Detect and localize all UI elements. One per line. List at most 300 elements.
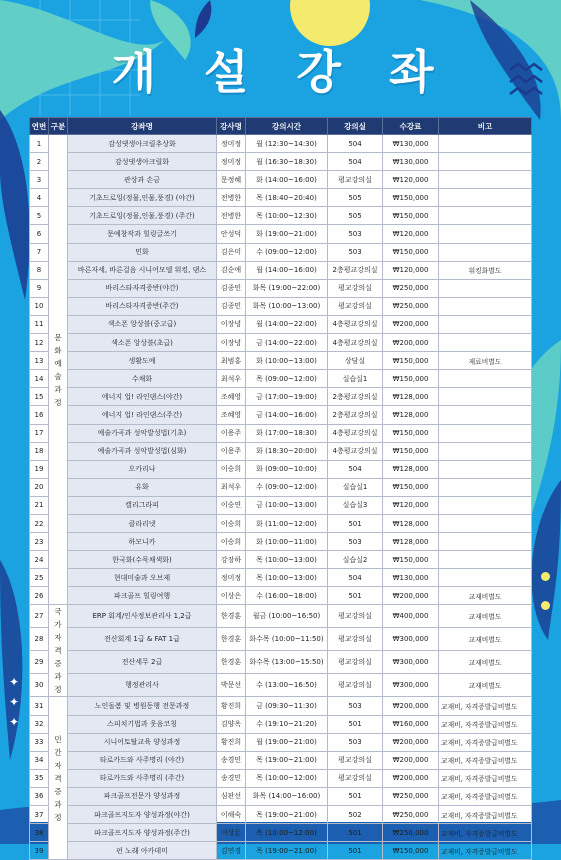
class-time: 월 (19:00~21:00) xyxy=(246,733,328,751)
class-time: 월 (14:00~16:00) xyxy=(246,261,328,279)
class-time: 목 (10:00~13:00) xyxy=(246,551,328,569)
note: 교재비, 자격증발급비별도 xyxy=(439,715,532,733)
row-number: 9 xyxy=(30,279,49,297)
row-number: 25 xyxy=(30,569,49,587)
course-name: 타로카드와 사주명리 (주간) xyxy=(68,769,217,787)
note xyxy=(439,315,532,333)
classroom: 503 xyxy=(328,533,383,551)
tuition-fee: ₩200,000 xyxy=(383,697,439,715)
classroom: 504 xyxy=(328,569,383,587)
tuition-fee: ₩250,000 xyxy=(383,824,439,842)
course-name: 전산세무 2급 xyxy=(68,651,217,674)
classroom: 503 xyxy=(328,225,383,243)
course-name: 펀 노래 아카데미 xyxy=(68,842,217,860)
table-row xyxy=(30,651,532,674)
class-time: 수 (19:10~21:20) xyxy=(246,715,328,733)
class-time: 목 (09:00~12:00) xyxy=(246,370,328,388)
course-name: 현대미술과 오브제 xyxy=(68,569,217,587)
tuition-fee: ₩128,000 xyxy=(383,406,439,424)
row-number: 30 xyxy=(30,674,49,697)
class-time: 금 (14:00~16:00) xyxy=(246,406,328,424)
classroom: 평교강의실 xyxy=(328,279,383,297)
header-fee: 수강료 xyxy=(383,118,439,135)
course-name: 관상과 손금 xyxy=(68,171,217,189)
table-row xyxy=(30,824,532,842)
note xyxy=(439,388,532,406)
class-time: 월금 (10:00~16:50) xyxy=(246,605,328,628)
class-time: 수 (09:00~12:00) xyxy=(246,243,328,261)
classroom: 501 xyxy=(328,842,383,860)
row-number: 17 xyxy=(30,424,49,442)
course-name: 파크골프지도자 양성과정(야간) xyxy=(68,806,217,824)
course-name: 오카리나 xyxy=(68,460,217,478)
instructor-name: 이장녕 xyxy=(217,334,246,352)
tuition-fee: ₩120,000 xyxy=(383,171,439,189)
course-name: 캘리그라피 xyxy=(68,496,217,514)
row-number: 2 xyxy=(30,153,49,171)
table-row xyxy=(30,334,532,352)
classroom: 501 xyxy=(328,587,383,605)
course-name: 에너지 업! 라인댄스(주간) xyxy=(68,406,217,424)
tuition-fee: ₩150,000 xyxy=(383,442,439,460)
tuition-fee: ₩128,000 xyxy=(383,460,439,478)
note xyxy=(439,225,532,243)
class-time: 목 (10:00~12:00) xyxy=(246,824,328,842)
row-number: 22 xyxy=(30,514,49,532)
note: 교재비별도 xyxy=(439,605,532,628)
sparkle-icon: ✦ xyxy=(9,695,20,709)
course-name: 기초드로잉(정물,인물,풍경) (야간) xyxy=(68,189,217,207)
instructor-name: 한경훈 xyxy=(217,605,246,628)
tuition-fee: ₩200,000 xyxy=(383,733,439,751)
class-time: 화 (10:00~11:00) xyxy=(246,533,328,551)
header-number: 연번 xyxy=(30,118,49,135)
class-time: 화수목 (13:00~15:50) xyxy=(246,651,328,674)
tuition-fee: ₩150,000 xyxy=(383,424,439,442)
course-name: 생활도예 xyxy=(68,352,217,370)
instructor-name: 최범홍 xyxy=(217,352,246,370)
class-time: 화 (17:00~18:30) xyxy=(246,424,328,442)
class-time: 수 (09:00~12:00) xyxy=(246,478,328,496)
course-name: 행정관리사 xyxy=(68,674,217,697)
course-name: 민화 xyxy=(68,243,217,261)
course-name: 에너지 업! 라인댄스(야간) xyxy=(68,388,217,406)
instructor-name: 김순애 xyxy=(217,261,246,279)
class-time: 수 (16:00~18:00) xyxy=(246,587,328,605)
note xyxy=(439,424,532,442)
instructor-name: 조혜영 xyxy=(217,388,246,406)
course-name: 한국화(수묵채색화) xyxy=(68,551,217,569)
instructor-name: 정미정 xyxy=(217,135,246,153)
table-row xyxy=(30,261,532,279)
course-name: 감성댓생아크릴추상화 xyxy=(68,135,217,153)
table-row xyxy=(30,460,532,478)
tuition-fee: ₩250,000 xyxy=(383,297,439,315)
instructor-name: 최석우 xyxy=(217,478,246,496)
tuition-fee: ₩250,000 xyxy=(383,806,439,824)
classroom: 2층평교강의실 xyxy=(328,406,383,424)
class-time: 목 (19:00~21:00) xyxy=(246,842,328,860)
classroom: 평교강의실 xyxy=(328,605,383,628)
instructor-name: 안성덕 xyxy=(217,225,246,243)
course-name: ERP 회계/인사정보관리사 1,2급 xyxy=(68,605,217,628)
header-note: 비고 xyxy=(439,118,532,135)
table-row xyxy=(30,153,532,171)
course-name: 유화 xyxy=(68,478,217,496)
table-row xyxy=(30,189,532,207)
tuition-fee: ₩300,000 xyxy=(383,674,439,697)
class-time: 목 (18:40~20:40) xyxy=(246,189,328,207)
note xyxy=(439,153,532,171)
table-row xyxy=(30,751,532,769)
instructor-name: 정미정 xyxy=(217,569,246,587)
tuition-fee: ₩200,000 xyxy=(383,587,439,605)
note xyxy=(439,297,532,315)
table-row xyxy=(30,733,532,751)
table-row xyxy=(30,715,532,733)
note xyxy=(439,189,532,207)
class-time: 월 (16:30~18:30) xyxy=(246,153,328,171)
classroom: 2층평교강의실 xyxy=(328,261,383,279)
row-number: 28 xyxy=(30,628,49,651)
course-name: 수채화 xyxy=(68,370,217,388)
table-row xyxy=(30,370,532,388)
classroom: 503 xyxy=(328,697,383,715)
note xyxy=(439,334,532,352)
table-row xyxy=(30,787,532,805)
table-body xyxy=(30,135,532,860)
course-name: 바리스타자격증반(주간) xyxy=(68,297,217,315)
note: 교재비, 자격증발급비별도 xyxy=(439,787,532,805)
header-category: 구분 xyxy=(49,118,68,135)
instructor-name: 김양옥 xyxy=(217,715,246,733)
class-time: 월 (14:00~22:00) xyxy=(246,315,328,333)
tuition-fee: ₩150,000 xyxy=(383,189,439,207)
table-row xyxy=(30,842,532,860)
note xyxy=(439,207,532,225)
class-time: 화 (14:00~16:00) xyxy=(246,171,328,189)
table-row xyxy=(30,279,532,297)
classroom: 504 xyxy=(328,460,383,478)
tuition-fee: ₩120,000 xyxy=(383,225,439,243)
row-number: 5 xyxy=(30,207,49,225)
page-title: 개 설 강 좌 xyxy=(111,45,450,99)
course-name: 예술가곡과 성악발성법(심화) xyxy=(68,442,217,460)
tuition-fee: ₩120,000 xyxy=(383,496,439,514)
instructor-name: 최석우 xyxy=(217,370,246,388)
note: 교재비별도 xyxy=(439,628,532,651)
table-header-row xyxy=(30,118,532,135)
note xyxy=(439,135,532,153)
table-row xyxy=(30,674,532,697)
tuition-fee: ₩128,000 xyxy=(383,533,439,551)
tuition-fee: ₩200,000 xyxy=(383,769,439,787)
instructor-name: 김종민 xyxy=(217,297,246,315)
classroom: 평교강의실 xyxy=(328,297,383,315)
instructor-name: 이상돈 xyxy=(217,824,246,842)
row-number: 34 xyxy=(30,751,49,769)
note xyxy=(439,243,532,261)
classroom: 실습실1 xyxy=(328,478,383,496)
note xyxy=(439,279,532,297)
course-name: 기초드로잉(정물,인물,풍경) (주간) xyxy=(68,207,217,225)
classroom: 실습실2 xyxy=(328,551,383,569)
instructor-name: 이승희 xyxy=(217,533,246,551)
instructor-name: 황진희 xyxy=(217,733,246,751)
classroom: 501 xyxy=(328,824,383,842)
table-row xyxy=(30,207,532,225)
instructor-name: 이용주 xyxy=(217,424,246,442)
table-row xyxy=(30,297,532,315)
course-name: 파크골프 힐링여행 xyxy=(68,587,217,605)
tuition-fee: ₩150,000 xyxy=(383,370,439,388)
table-row xyxy=(30,628,532,651)
note: 교재비, 자격증발급비별도 xyxy=(439,733,532,751)
note: 교재비별도 xyxy=(439,674,532,697)
tuition-fee: ₩150,000 xyxy=(383,551,439,569)
class-time: 금 (14:00~22:00) xyxy=(246,334,328,352)
note xyxy=(439,533,532,551)
class-time: 화목 (14:00~16:00) xyxy=(246,787,328,805)
row-number: 20 xyxy=(30,478,49,496)
note: 교재비, 자격증발급비별도 xyxy=(439,842,532,860)
row-number: 1 xyxy=(30,135,49,153)
sparkle-icon: ✦ xyxy=(9,675,20,689)
class-time: 화 (18:30~20:00) xyxy=(246,442,328,460)
table-row xyxy=(30,225,532,243)
instructor-name: 송경민 xyxy=(217,751,246,769)
note: 교재비, 자격증발급비별도 xyxy=(439,769,532,787)
row-number: 11 xyxy=(30,315,49,333)
class-time: 목 (19:00~21:00) xyxy=(246,806,328,824)
class-time: 금 (09:30~11:30) xyxy=(246,697,328,715)
tuition-fee: ₩130,000 xyxy=(383,135,439,153)
classroom: 503 xyxy=(328,243,383,261)
class-time: 화목 (10:00~13:00) xyxy=(246,297,328,315)
course-name: 하모니카 xyxy=(68,533,217,551)
row-number: 38 xyxy=(30,824,49,842)
instructor-name: 이해숙 xyxy=(217,806,246,824)
course-name: 파크골프전문가 양성과정 xyxy=(68,787,217,805)
classroom: 501 xyxy=(328,715,383,733)
classroom: 2층평교강의실 xyxy=(328,388,383,406)
note: 워킹화별도 xyxy=(439,261,532,279)
classroom: 실습실1 xyxy=(328,370,383,388)
note: 교재비, 자격증발급비별도 xyxy=(439,751,532,769)
instructor-name: 이승희 xyxy=(217,460,246,478)
table-row xyxy=(30,806,532,824)
row-number: 27 xyxy=(30,605,49,628)
row-number: 14 xyxy=(30,370,49,388)
instructor-name: 이장녕 xyxy=(217,315,246,333)
classroom: 상담실 xyxy=(328,352,383,370)
course-name: 색소폰 앙상블(중고급) xyxy=(68,315,217,333)
instructor-name: 조혜영 xyxy=(217,406,246,424)
instructor-name: 한경훈 xyxy=(217,628,246,651)
class-time: 목 (10:00~12:30) xyxy=(246,207,328,225)
category-label: 국가자격증과정 xyxy=(54,607,62,695)
note xyxy=(439,442,532,460)
tuition-fee: ₩160,000 xyxy=(383,715,439,733)
header-time: 강의시간 xyxy=(246,118,328,135)
row-number: 31 xyxy=(30,697,49,715)
class-time: 목 (10:00~12:00) xyxy=(246,769,328,787)
tuition-fee: ₩128,000 xyxy=(383,388,439,406)
table-row xyxy=(30,769,532,787)
row-number: 29 xyxy=(30,651,49,674)
class-time: 화목 (19:00~22:00) xyxy=(246,279,328,297)
course-name: 바리스타자격증반(야간) xyxy=(68,279,217,297)
instructor-name: 전병한 xyxy=(217,189,246,207)
class-time: 화 (09:00~10:00) xyxy=(246,460,328,478)
class-time: 화 (19:00~21:00) xyxy=(246,225,328,243)
instructor-name: 강장하 xyxy=(217,551,246,569)
table-row xyxy=(30,605,532,628)
table-row xyxy=(30,533,532,551)
note xyxy=(439,460,532,478)
sparkle-icon: ✦ xyxy=(9,715,20,729)
table-row xyxy=(30,551,532,569)
row-number: 23 xyxy=(30,533,49,551)
row-number: 3 xyxy=(30,171,49,189)
note xyxy=(439,370,532,388)
tuition-fee: ₩150,000 xyxy=(383,478,439,496)
note xyxy=(439,406,532,424)
tuition-fee: ₩130,000 xyxy=(383,153,439,171)
course-name: 스피치기법과 웃음코칭 xyxy=(68,715,217,733)
note: 재료비별도 xyxy=(439,352,532,370)
row-number: 37 xyxy=(30,806,49,824)
tuition-fee: ₩120,000 xyxy=(383,261,439,279)
row-number: 12 xyxy=(30,334,49,352)
classroom: 505 xyxy=(328,189,383,207)
note: 교재비, 자격증발급비별도 xyxy=(439,824,532,842)
tuition-fee: ₩300,000 xyxy=(383,628,439,651)
row-number: 33 xyxy=(30,733,49,751)
classroom: 505 xyxy=(328,207,383,225)
classroom: 501 xyxy=(328,514,383,532)
classroom: 평교강의실 xyxy=(328,769,383,787)
row-number: 36 xyxy=(30,787,49,805)
classroom: 4층평교강의실 xyxy=(328,424,383,442)
instructor-name: 이상은 xyxy=(217,587,246,605)
course-name: 전산회계 1급 & FAT 1급 xyxy=(68,628,217,651)
row-number: 8 xyxy=(30,261,49,279)
classroom: 4층평교강의실 xyxy=(328,315,383,333)
row-number: 21 xyxy=(30,496,49,514)
tuition-fee: ₩200,000 xyxy=(383,334,439,352)
row-number: 13 xyxy=(30,352,49,370)
dot-shape xyxy=(541,601,550,610)
instructor-name: 이승희 xyxy=(217,514,246,532)
row-number: 18 xyxy=(30,442,49,460)
note xyxy=(439,569,532,587)
class-time: 금 (10:00~13:00) xyxy=(246,496,328,514)
class-time: 수 (13:00~16:50) xyxy=(246,674,328,697)
row-number: 6 xyxy=(30,225,49,243)
table-row xyxy=(30,514,532,532)
classroom: 4층평교강의실 xyxy=(328,442,383,460)
table-row xyxy=(30,424,532,442)
table-row xyxy=(30,442,532,460)
tuition-fee: ₩250,000 xyxy=(383,279,439,297)
row-number: 15 xyxy=(30,388,49,406)
row-number: 32 xyxy=(30,715,49,733)
course-name: 바른자세, 바른걸음 시니어모델 워킹, 댄스 xyxy=(68,261,217,279)
instructor-name: 황진희 xyxy=(217,697,246,715)
header-instructor: 강사명 xyxy=(217,118,246,135)
classroom: 실습실3 xyxy=(328,496,383,514)
instructor-name: 김종민 xyxy=(217,279,246,297)
course-name: 문예창작과 힐링글쓰기 xyxy=(68,225,217,243)
table-row xyxy=(30,569,532,587)
instructor-name: 심판선 xyxy=(217,787,246,805)
note xyxy=(439,496,532,514)
note: 교재비별도 xyxy=(439,651,532,674)
instructor-name: 이승연 xyxy=(217,496,246,514)
table-row xyxy=(30,478,532,496)
classroom: 502 xyxy=(328,806,383,824)
classroom: 504 xyxy=(328,153,383,171)
table-row xyxy=(30,406,532,424)
table-row xyxy=(30,243,532,261)
classroom: 501 xyxy=(328,787,383,805)
header-course: 강좌명 xyxy=(68,118,217,135)
classroom: 503 xyxy=(328,733,383,751)
tuition-fee: ₩300,000 xyxy=(383,651,439,674)
category-cell xyxy=(49,605,68,697)
category-cell xyxy=(49,135,68,605)
table-row xyxy=(30,315,532,333)
class-time: 금 (17:00~19:00) xyxy=(246,388,328,406)
classroom: 평교강의실 xyxy=(328,628,383,651)
category-label: 민간자격증과정 xyxy=(54,734,62,822)
class-time: 목 (19:00~21:00) xyxy=(246,751,328,769)
instructor-name: 이용주 xyxy=(217,442,246,460)
classroom: 평교강의실 xyxy=(328,751,383,769)
instructor-name: 전병한 xyxy=(217,207,246,225)
note xyxy=(439,478,532,496)
classroom: 평교강의실 xyxy=(328,651,383,674)
course-name: 타로카드와 사주명리 (야간) xyxy=(68,751,217,769)
note: 교재비별도 xyxy=(439,587,532,605)
row-number: 39 xyxy=(30,842,49,860)
table-row xyxy=(30,496,532,514)
tuition-fee: ₩150,000 xyxy=(383,352,439,370)
tuition-fee: ₩200,000 xyxy=(383,751,439,769)
row-number: 26 xyxy=(30,587,49,605)
table-row xyxy=(30,352,532,370)
course-name: 색소폰 앙상블(초급) xyxy=(68,334,217,352)
note xyxy=(439,171,532,189)
table-row xyxy=(30,587,532,605)
row-number: 10 xyxy=(30,297,49,315)
classroom: 평교강의실 xyxy=(328,171,383,189)
course-name: 파크골프지도자 양성과정(주간) xyxy=(68,824,217,842)
row-number: 35 xyxy=(30,769,49,787)
table-row xyxy=(30,135,532,153)
category-cell xyxy=(49,697,68,860)
note xyxy=(439,514,532,532)
course-name: 노인돌봄 및 병원동행 전문과정 xyxy=(68,697,217,715)
class-time: 화수목 (10:00~11:50) xyxy=(246,628,328,651)
instructor-name: 박문선 xyxy=(217,674,246,697)
class-time: 월 (12:30~14:30) xyxy=(246,135,328,153)
course-name: 클라리넷 xyxy=(68,514,217,532)
tuition-fee: ₩150,000 xyxy=(383,207,439,225)
classroom: 평교강의실 xyxy=(328,674,383,697)
tuition-fee: ₩200,000 xyxy=(383,315,439,333)
